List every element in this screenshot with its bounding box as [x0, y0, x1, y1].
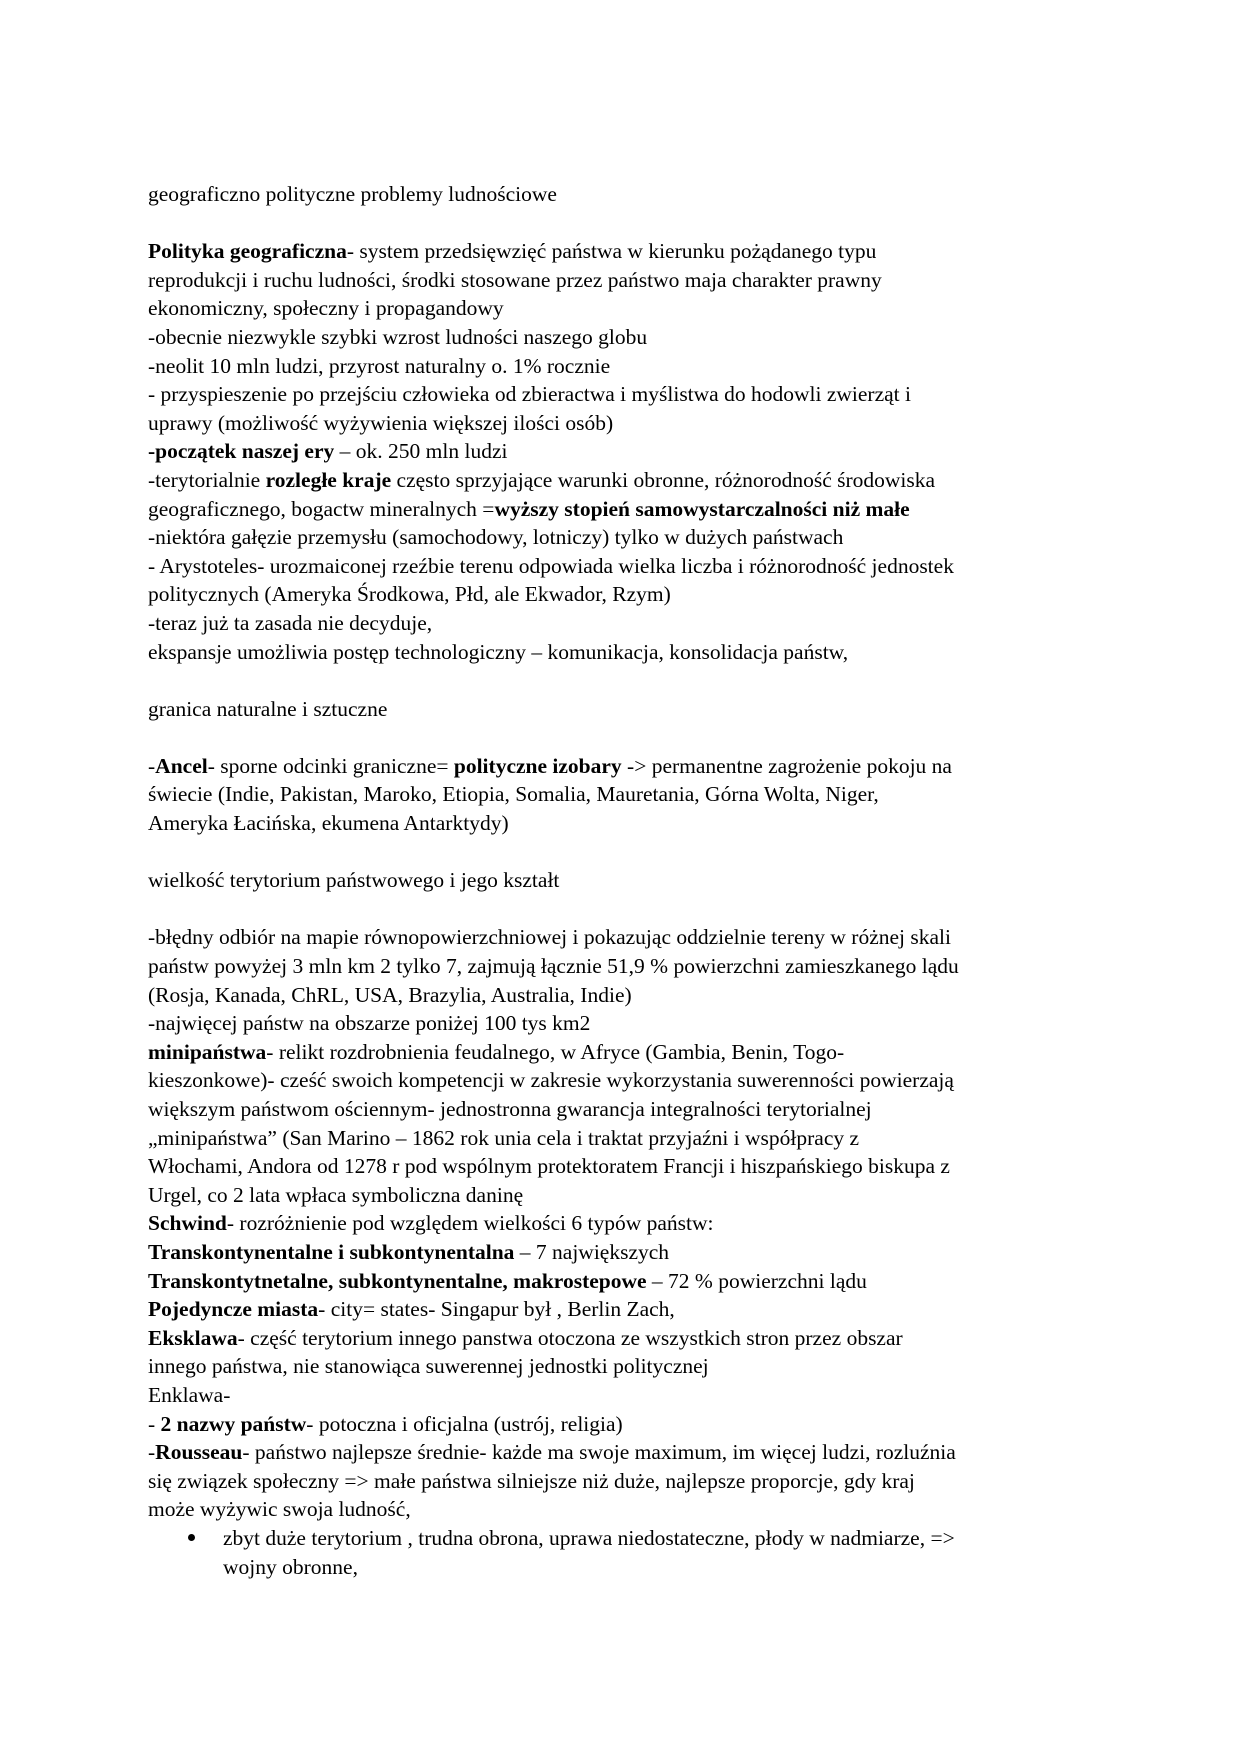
bold-term: Pojedyncze miasta [148, 1297, 319, 1322]
paragraph-line: większym państwom ościennym- jednostronna gwarancja integralności terytorialnej [148, 1097, 872, 1121]
paragraph-line: świecie (Indie, Pakistan, Maroko, Etiopia, Somalia, Mauretania, Górna Wolta, Niger, [148, 782, 879, 807]
bold-term: Polityka geograficzna [148, 239, 347, 264]
paragraph-line: -początek naszej ery – ok. 250 mln ludzi [148, 439, 508, 464]
paragraph-line: geograficznego, bogactw mineralnych =wyższy stopień samowystarczalności niż małe [148, 496, 910, 521]
paragraph-line: - Arystoteles- urozmaiconej rzeźbie terenu odpowiada wielka liczba i różnorodność jednostek [148, 553, 954, 578]
bold-term: polityczne izobary [453, 753, 622, 778]
paragraph-line: -najwięcej państw na obszarze poniżej 100 tys km2 [148, 1011, 591, 1036]
bullet-text: zbyt duże terytorium , trudna obrona, uprawa niedostateczne, płody w nadmiarze, => [223, 1525, 955, 1550]
bold-term: wyższy stopień samowystarczalności niż małe [494, 496, 910, 521]
section-heading: wielkość terytorium państwowego i jego kształt [148, 868, 560, 893]
paragraph-line: Eksklawa- część terytorium innego panstwa otoczona ze wszystkich stron przez obszar [148, 1325, 903, 1350]
paragraph-line: -terytorialnie rozległe kraje często sprzyjające warunki obronne, różnorodność środowiska [148, 467, 936, 492]
paragraph-line: - przyspieszenie po przejściu człowieka od zbieractwa i myślistwa do hodowli zwierząt i [148, 382, 911, 407]
paragraph-line: Transkontynentalne i subkontynentalna – 7 największych [148, 1239, 670, 1264]
paragraph-line: politycznych (Ameryka Środkowa, Płd, ale Ekwador, Rzym) [148, 582, 671, 607]
paragraph-line: minipaństwa- relikt rozdrobnienia feudalnego, w Afryce (Gambia, Benin, Togo- [148, 1039, 845, 1064]
paragraph-line: się związek społeczny => małe państwa silniejsze niż duże, najlepsze proporcje, gdy kraj [148, 1468, 915, 1493]
bold-term: Ancel [155, 753, 208, 778]
paragraph-line: -neolit 10 mln ludzi, przyrost naturalny o. 1% rocznie [148, 353, 611, 378]
paragraph-line: Enklawa- [148, 1382, 231, 1407]
bold-term: 2 nazwy państw [160, 1411, 307, 1436]
bold-term: Transkontytnetalne, subkontynentalne, makrostepowe [148, 1268, 647, 1293]
bold-term: rozległe kraje [265, 467, 392, 492]
paragraph-line: państw powyżej 3 mln km 2 tylko 7, zajmują łącznie 51,9 % powierzchni zamieszkanego lądu [148, 954, 959, 979]
paragraph-line: ekonomiczny, społeczny i propagandowy [148, 296, 504, 321]
bold-term: -początek naszej ery [148, 439, 335, 464]
paragraph-line: Pojedyncze miasta- city= states- Singapur był , Berlin Zach, [148, 1297, 675, 1322]
paragraph-line: -Rousseau- państwo najlepsze średnie- każde ma swoje maximum, im więcej ludzi, rozluźnia [148, 1440, 956, 1465]
document-title: geograficzno polityczne problemy ludnościowe [148, 182, 557, 206]
paragraph-line: Urgel, co 2 lata wpłaca symboliczna daninę [148, 1182, 524, 1207]
paragraph-line: „minipaństwa” (San Marino – 1862 rok unia cela i traktat przyjaźni i współpracy z [148, 1125, 860, 1150]
paragraph-line: reprodukcji i ruchu ludności, środki stosowane przez państwo maja charakter prawny [148, 267, 882, 292]
paragraph-line: kieszonkowe)- cześć swoich kompetencji w zakresie wykorzystania suwerenności powierzają [148, 1068, 954, 1093]
paragraph-line: -Ancel- sporne odcinki graniczne= polityczne izobary -> permanentne zagrożenie pokoju na [148, 753, 952, 778]
paragraph-line: Ameryka Łacińska, ekumena Antarktydy) [148, 811, 509, 836]
paragraph-line: - 2 nazwy państw- potoczna i oficjalna (ustrój, religia) [148, 1411, 623, 1436]
paragraph-line: uprawy (możliwość wyżywienia większej ilości osób) [148, 410, 614, 435]
paragraph-line: Schwind- rozróżnienie pod względem wielkości 6 typów państw: [148, 1211, 714, 1236]
paragraph-line: -obecnie niezwykle szybki wzrost ludności naszego globu [148, 324, 648, 349]
paragraph-line: innego państwa, nie stanowiąca suwerennej jednostki politycznej [148, 1354, 709, 1379]
paragraph-line: -teraz już ta zasada nie decyduje, [148, 610, 433, 635]
bullet-text: wojny obronne, [223, 1554, 358, 1579]
paragraph-line: Polityka geograficzna- system przedsięwzięć państwa w kierunku pożądanego typu [148, 239, 877, 264]
bullet-item [148, 1524, 1108, 1581]
bold-term: Transkontynentalne i subkontynentalna [148, 1239, 515, 1264]
document-page [148, 180, 1108, 1581]
bold-term: Rousseau [155, 1440, 243, 1465]
paragraph-line: (Rosja, Kanada, ChRL, USA, Brazylia, Australia, Indie) [148, 982, 632, 1007]
paragraph-line: Transkontytnetalne, subkontynentalne, makrostepowe – 72 % powierzchni lądu [148, 1268, 867, 1293]
paragraph-line: -niektóra gałęzie przemysłu (samochodowy, lotniczy) tylko w dużych państwach [148, 525, 844, 550]
bold-term: Schwind [148, 1211, 227, 1236]
paragraph-line: może wyżywic swoja ludność, [148, 1497, 411, 1522]
bold-term: minipaństwa [148, 1039, 267, 1064]
bullet-icon [188, 1534, 195, 1541]
paragraph-line: ekspansje umożliwia postęp technologiczny – komunikacja, konsolidacja państw, [148, 639, 849, 664]
bold-term: Eksklawa [148, 1325, 238, 1350]
paragraph-line: -błędny odbiór na mapie równopowierzchniowej i pokazując oddzielnie tereny w różnej skali [148, 925, 951, 950]
paragraph-line: Włochami, Andora od 1278 r pod wspólnym protektoratem Francji i hiszpańskiego biskupa z [148, 1154, 950, 1179]
section-heading: granica naturalne i sztuczne [148, 696, 388, 721]
